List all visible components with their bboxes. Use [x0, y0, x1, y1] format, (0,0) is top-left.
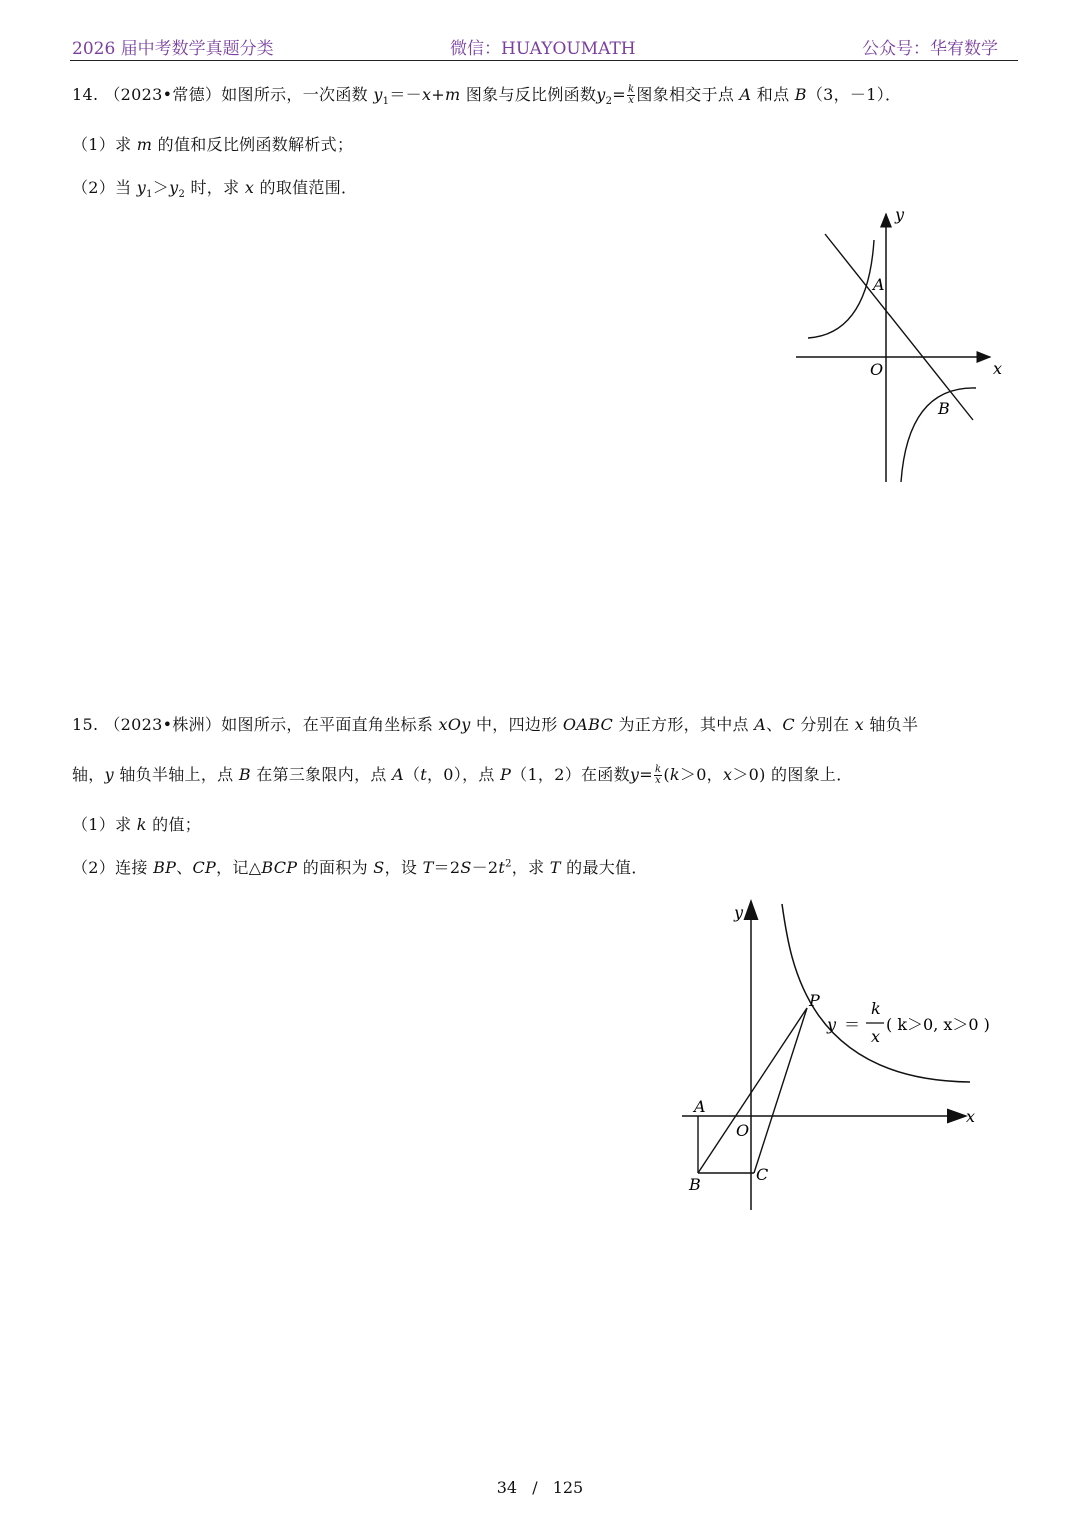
q15-text: 的图象上．: [765, 765, 853, 784]
q15-text: （: [403, 765, 421, 784]
q14-var: y: [136, 178, 147, 197]
q15-var: OABC: [562, 715, 614, 734]
q14-text: ＝－: [389, 85, 422, 104]
function-label-x: x: [871, 1027, 881, 1046]
q15-var: y: [629, 765, 640, 784]
q15-text: 轴，: [72, 765, 105, 784]
q15-figure: [670, 890, 1015, 1220]
q15-text: (: [663, 765, 670, 784]
q15-text: 、: [766, 715, 783, 734]
fraction-numerator: k: [654, 764, 662, 775]
q15-part2-text: 的面积为: [297, 858, 374, 877]
page-header: [70, 30, 1018, 61]
header-public-account: 公众号：华宥数学: [862, 39, 998, 59]
q15-var: BCP: [261, 858, 298, 877]
fraction-numerator: k: [627, 84, 635, 95]
q15-text: 轴负半轴上，点: [113, 765, 239, 784]
q15-part2: [72, 855, 648, 878]
page-footer: [0, 1478, 1080, 1497]
q14-text: 图象相交于点: [636, 85, 740, 104]
function-label-k: k: [871, 999, 881, 1018]
q15-source: （2023•株洲）: [104, 715, 222, 734]
q14-figure: [780, 200, 1010, 490]
q14-part2: [72, 175, 357, 200]
origin-label: O: [870, 360, 884, 379]
q15-part1-text: （1）求: [72, 815, 137, 834]
q15-text: 为正方形，其中点: [613, 715, 755, 734]
q15-number: 15.: [72, 715, 99, 734]
q15-text: （1，2）在函数: [511, 765, 630, 784]
x-axis-label: x: [993, 359, 1003, 378]
q15-part2-text: 的最大值．: [560, 858, 648, 877]
q15-var: k: [669, 765, 680, 784]
q15-text: =: [639, 765, 653, 784]
q15-var: x: [722, 765, 733, 784]
q15-var: C: [782, 715, 795, 734]
q15-text: ＞0): [732, 765, 766, 784]
q15-fraction: [654, 765, 662, 786]
q14-text: =: [612, 85, 626, 104]
q15-part1-text: 的值；: [146, 815, 202, 834]
q15-text: 轴负半: [863, 715, 919, 734]
q14-var: y: [169, 178, 179, 197]
page-number: 34: [496, 1478, 518, 1497]
q15-text: ＞0，: [679, 765, 723, 784]
linear-function-line: [825, 234, 973, 420]
q15-var: x: [854, 715, 864, 734]
q14-part1-text: （1）求: [72, 135, 137, 154]
segment-bp: [698, 1008, 807, 1173]
q15-var: T: [549, 858, 561, 877]
point-a-label: A: [873, 275, 885, 294]
q14-var: m: [136, 135, 153, 154]
q15-part2-text: ，设: [384, 858, 423, 877]
x-axis-label: x: [966, 1107, 976, 1126]
q14-sub: 2: [178, 189, 186, 201]
point-b-label: B: [689, 1175, 701, 1194]
q15-var: k: [136, 815, 147, 834]
q15-stem-line2: [72, 762, 853, 786]
q15-var: CP: [192, 858, 217, 877]
q14-var: x+m: [421, 85, 461, 104]
q14-part2-text: 时，求: [185, 178, 245, 197]
q15-text: 在第三象限内，点: [250, 765, 393, 784]
q15-stem-line1: [72, 712, 918, 735]
q15-var: BP: [153, 858, 177, 877]
q15-var: S: [460, 858, 472, 877]
q15-var: y: [104, 765, 114, 784]
q14-text: 如图所示，一次函数: [221, 85, 374, 104]
origin-label: O: [736, 1121, 750, 1140]
q14-text: （3，－1）．: [806, 85, 902, 104]
page-total: 125: [552, 1478, 584, 1497]
y-axis-label: y: [895, 205, 905, 224]
q15-part2-text: ，求: [511, 858, 550, 877]
q15-part2-text: ＝2: [433, 858, 461, 877]
q14-part1: [72, 132, 353, 155]
q15-var: P: [500, 765, 512, 784]
q14-fraction: [627, 85, 635, 106]
q15-part1: [72, 812, 201, 835]
q15-part2-text: －2: [471, 858, 499, 877]
segment-cp: [754, 1008, 807, 1173]
function-condition: ( k＞0, x＞0 ): [886, 1015, 990, 1034]
q15-text: 如图所示，在平面直角坐标系: [221, 715, 439, 734]
page-separator: /: [532, 1478, 538, 1497]
q14-var: y: [596, 85, 606, 104]
q14-var: A: [739, 85, 752, 104]
q14-part2-text: 的取值范围．: [254, 178, 358, 197]
header-series-title: 2026 届中考数学真题分类: [72, 39, 274, 59]
q14-source: （2023•常德）: [104, 85, 222, 104]
q15-var: T: [422, 858, 434, 877]
q15-var: A: [754, 715, 767, 734]
q14-var: x: [244, 178, 255, 197]
q14-number: 14.: [72, 85, 99, 104]
q14-stem: [72, 82, 901, 107]
q14-var: B: [794, 85, 807, 104]
q14-text: 图象与反比例函数: [460, 85, 597, 104]
point-a-label: A: [694, 1097, 706, 1116]
q15-text: 中，四边形: [470, 715, 563, 734]
q14-part2-text: （2）当: [72, 178, 137, 197]
q14-sub: 1: [146, 189, 153, 201]
q14-part1-text: 的值和反比例函数解析式；: [152, 135, 354, 154]
q15-var: B: [238, 765, 251, 784]
q15-sup: 2: [505, 858, 512, 870]
header-wechat: 微信：HUAYOUMATH: [450, 39, 636, 59]
q15-var: t: [498, 858, 506, 877]
q15-part2-text: ，记△: [216, 858, 262, 877]
point-p-label: P: [809, 991, 820, 1010]
q14-sub: 1: [382, 96, 390, 108]
q14-var: y: [373, 85, 383, 104]
q15-var: A: [392, 765, 404, 784]
point-c-label: C: [756, 1165, 769, 1184]
q15-part2-text: 、: [176, 858, 193, 877]
y-axis-label: y: [734, 903, 744, 922]
q15-var: S: [373, 858, 385, 877]
fraction-denominator: x: [655, 775, 662, 786]
function-label-eq: ＝: [844, 1015, 861, 1034]
q14-text: 和点: [751, 85, 795, 104]
q15-part2-text: （2）连接: [72, 858, 154, 877]
q15-var: t: [420, 765, 427, 784]
function-label-y: y: [827, 1015, 837, 1034]
q15-var: xOy: [438, 715, 471, 734]
q14-part2-text: ＞: [152, 178, 170, 197]
q14-sub: 2: [605, 96, 613, 108]
q15-text: ，0），点: [426, 765, 501, 784]
fraction-denominator: x: [628, 95, 635, 106]
q15-text: 分别在: [794, 715, 855, 734]
point-b-label: B: [938, 399, 950, 418]
